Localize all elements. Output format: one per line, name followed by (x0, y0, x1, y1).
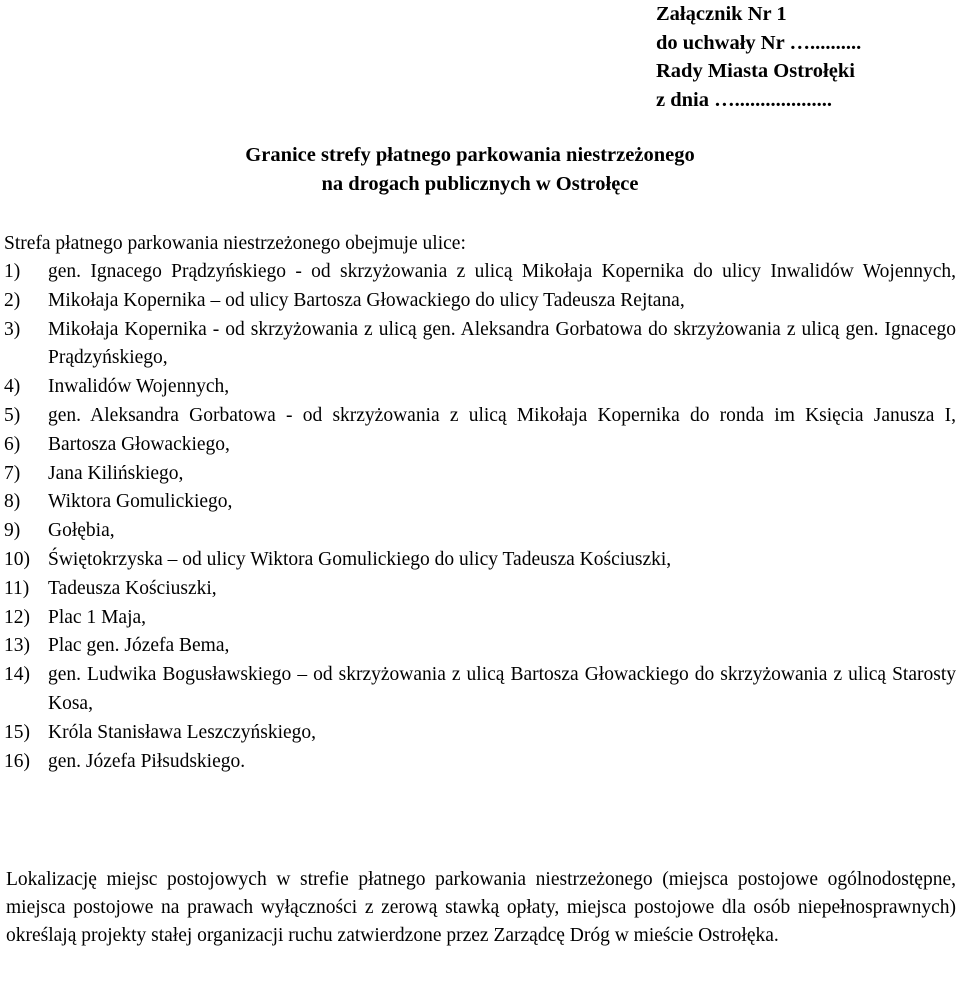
item-number: 9) (4, 520, 21, 542)
item-text: Świętokrzyska – od ulicy Wiktora Gomulickiego do ulicy Tadeusza Kościuszki, (48, 548, 672, 570)
list-item (4, 632, 956, 661)
item-number: 10) (4, 548, 30, 570)
item-number: 16) (4, 750, 30, 772)
item-text: Inwalidów Wojennych, (48, 376, 230, 398)
attachment-header (656, 0, 861, 114)
item-number: 7) (4, 462, 21, 484)
item-number: 8) (4, 491, 21, 513)
list-item (4, 604, 956, 633)
list-item (4, 316, 956, 374)
list-item (4, 402, 956, 431)
item-text: Jana Kilińskiego, (48, 462, 184, 484)
list-item (4, 661, 956, 719)
list-item (4, 517, 956, 546)
item-text: gen. Ludwika Bogusławskiego – od skrzyżowania z ulicą Bartosza Głowackiego do skrzyżowania z ulicą Starosty Kosa, (48, 664, 956, 714)
item-text: gen. Ignacego Prądzyńskiego - od skrzyżowania z ulicą Mikołaja Kopernika do ulicy Inwalidów Wojennych, (48, 261, 956, 282)
street-list (4, 258, 956, 776)
council-name: Rady Miasta Ostrołęki (656, 60, 855, 82)
item-number: 15) (4, 721, 30, 743)
item-number: 14) (4, 664, 30, 686)
item-text: Bartosza Głowackiego, (48, 433, 230, 455)
item-number: 6) (4, 433, 21, 455)
item-number: 12) (4, 606, 30, 628)
title-line-1: Granice strefy płatnego parkowania niestrzeżonego (245, 144, 695, 166)
item-text: Wiktora Gomulickiego, (48, 491, 233, 513)
item-text: Gołębia, (48, 520, 115, 542)
closing-paragraph: Lokalizację miejsc postojowych w strefie płatnego parkowania niestrzeżonego (miejsca postojowe ogólnodostępne, miejsca postojowe na prawach wyłączności z zerową stawką opłaty, miejsca postojowe dla osób niepełnosprawnych) określają projekty stałej organizacji ruchu zatwierdzone przez Zarządcę Dróg w mieście Ostrołęka. (6, 869, 956, 946)
item-number: 4) (4, 376, 21, 398)
intro-text: Strefa płatnego parkowania niestrzeżonego obejmuje ulice: (4, 233, 466, 254)
item-text: Tadeusza Kościuszki, (48, 577, 217, 599)
list-item (4, 575, 956, 604)
item-number: 1) (4, 261, 21, 282)
attachment-number: Załącznik Nr 1 (656, 3, 787, 25)
item-text: Plac gen. Józefa Bema, (48, 635, 230, 657)
title-line-2: na drogach publicznych w Ostrołęce (321, 173, 639, 195)
list-item (4, 719, 956, 748)
item-text: gen. Aleksandra Gorbatowa - od skrzyżowania z ulicą Mikołaja Kopernika do ronda im Księcia Janusza I, (48, 404, 956, 426)
item-number: 13) (4, 635, 30, 657)
item-text: Mikołaja Kopernika - od skrzyżowania z ulicą gen. Aleksandra Gorbatowa do skrzyżowania z ulicą gen. Ignacego Prądzyńskiego, (48, 318, 956, 369)
resolution-date: z dnia …................... (656, 88, 832, 111)
item-number: 5) (4, 404, 21, 426)
list-item (4, 546, 956, 575)
list-item (4, 373, 956, 402)
item-text: Plac 1 Maja, (48, 606, 147, 628)
list-item (4, 488, 956, 517)
list-item (4, 431, 956, 460)
item-number: 3) (4, 318, 21, 340)
list-item (4, 748, 956, 777)
list-item (4, 287, 956, 316)
document-title (0, 141, 960, 199)
resolution-number: do uchwały Nr ….......... (656, 31, 862, 54)
list-item (4, 460, 956, 489)
item-text: Mikołaja Kopernika – od ulicy Bartosza Głowackiego do ulicy Tadeusza Rejtana, (48, 289, 685, 311)
item-text: Króla Stanisława Leszczyńskiego, (48, 721, 317, 743)
item-number: 2) (4, 289, 21, 311)
item-text: gen. Józefa Piłsudskiego. (48, 750, 246, 772)
list-item (4, 258, 956, 287)
item-number: 11) (4, 577, 30, 599)
